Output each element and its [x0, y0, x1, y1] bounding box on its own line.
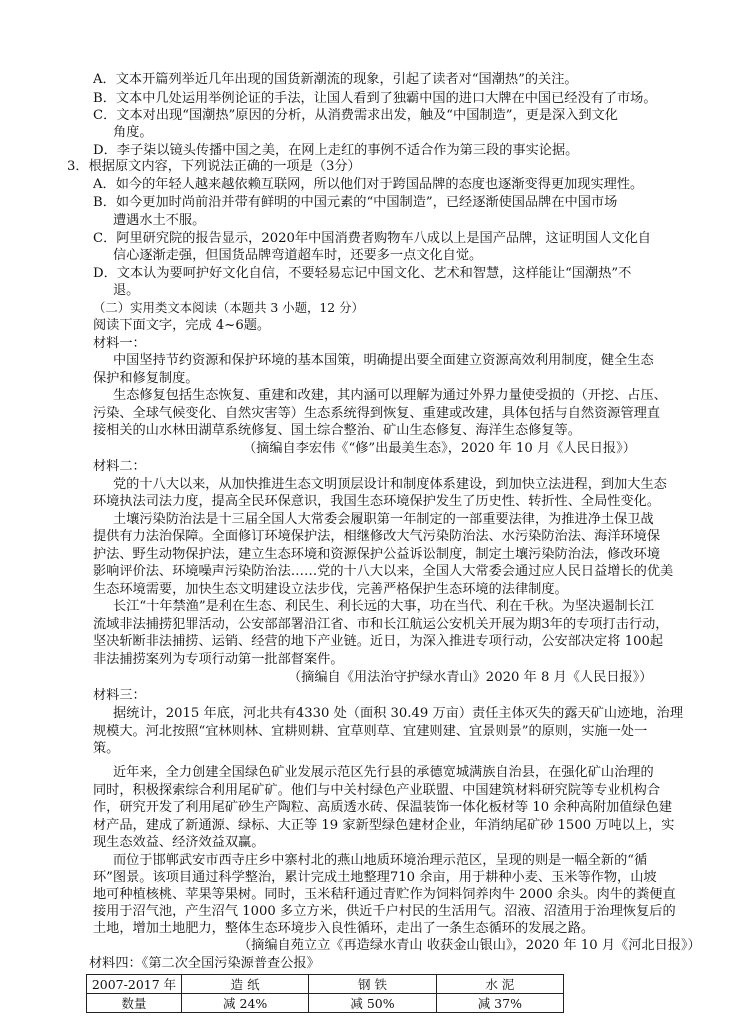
- material3-line: 策。: [93, 741, 120, 756]
- material3-label: 材料三：: [93, 688, 146, 703]
- q3-option-c-cont: 信心逐渐走强，但国货品牌弯道超车时，还要多一点文化自觉。: [113, 248, 483, 263]
- section-header: （二）实用类文本阅读（本题共 3 小题，12 分）: [93, 300, 364, 315]
- q2-option-d: D．李子柒以镜头传播中国之美，在网上走红的事例不适合作为第三段的事实论据。: [93, 143, 579, 158]
- q3-option-d-cont: 退。: [113, 283, 140, 298]
- material4-label: 材料四：《第二次全国污染源普查公报》: [89, 956, 320, 971]
- material2-source: （摘编自《用法治守护绿水青山》2020 年 8 月《人民日报》）: [288, 670, 653, 685]
- q2-option-c: C．文本对出现“国潮热”原因的分析，从消费需求出发，触及“中国制造”，更是深入到文化: [93, 108, 618, 123]
- table-cell: 减 24%: [182, 994, 309, 1013]
- material3-line: 环”图景。该项目通过科学整治，累计完成土地整理710 余亩，用于耕种小麦、玉米等作物，山坡: [93, 870, 657, 885]
- material2-line: 提供有力法治保障。全面修订环境保护法，相继修改大气污染防治法、水污染防治法、海洋环境保: [93, 529, 661, 544]
- table-cell: 数量: [87, 994, 182, 1013]
- q2-option-b: B．文本中几处运用举例论证的手法，让国人看到了独霸中国的进口大牌在中国已经没有了市场。: [93, 91, 657, 106]
- table-header-row: [87, 975, 564, 994]
- material1-line: 中国坚持节约资源和保护环境的基本国策，明确提出要全面建立资源高效利用制度，健全生态: [113, 353, 654, 368]
- material1-line: 污染、全球气候变化、自然灾害等）生态系统得到恢复、重建或改建，具体包括与自然资源管理直: [93, 406, 661, 421]
- material1-line: 生态修复包括生态恢复、重建和改建，其内涵可以理解为通过外界力量使受损的（开挖、占压、: [113, 388, 667, 403]
- material2-line: 生态环境需要，加快生态文明建设立法步伐，完善严格保护生态环境的法律制度。: [93, 582, 568, 597]
- table-row: [87, 994, 564, 1013]
- table-header-cell: 水 泥: [436, 975, 563, 994]
- table-header-cell: 2007-2017 年: [87, 975, 182, 994]
- material3-line: 地可种植核桃、苹果等果树。同时，玉米秸秆通过青贮作为饲料饲养肉牛 2000 余头。肉牛的粪便直: [93, 887, 676, 902]
- material3-line: 现生态效益、经济效益双赢。: [93, 835, 265, 850]
- table-header-cell: 钢 铁: [309, 975, 436, 994]
- table-header-cell: 造 纸: [182, 975, 309, 994]
- material2-label: 材料二：: [93, 459, 146, 474]
- table-cell: 减 50%: [309, 994, 436, 1013]
- q3-option-d: D．文本认为要呵护好文化自信，不要轻易忘记中国文化、艺术和智慧，这样能让“国潮热”不: [93, 266, 632, 281]
- material2-line: 长江“十年禁渔”是利在生态、利民生、利长远的大事，功在当代、利在千秋。为坚决遏制长江: [113, 599, 654, 614]
- material3-line: 材产品，建成了新通源、绿标、大正等 19 家新型绿色建材企业，年消纳尾矿砂 1500 万吨以上，实: [93, 818, 675, 833]
- q2-option-c-cont: 角度。: [113, 125, 153, 140]
- material2-line: 护法、野生动物保护法，建立生态环境和资源保护公益诉讼制度，制定土壤污染防治法，修改环境: [93, 547, 661, 562]
- material3-line: 而位于邯郸武安市西寺庄乡中寨村北的燕山地质环境治理示范区，呈现的则是一幅全新的“循: [113, 853, 648, 868]
- material3-line: 作，研究开发了利用尾矿砂生产陶粒、高质透水砖、保温装饰一体化板材等 10 余种高附加值绿色建: [93, 800, 673, 815]
- material1-label: 材料一：: [93, 336, 146, 351]
- material1-source: （摘编自李宏伟《“修”出最美生态》，2020 年 10 月《人民日报》）: [243, 441, 636, 456]
- material2-line: 非法捕捞案列为专项行动第一批部督案件。: [93, 652, 344, 667]
- material3-source: （摘编自苑立立《再造绿水青山 收获金山银山》，2020 年 10 月《河北日报》）: [238, 938, 701, 953]
- q3-option-b-cont: 遭遇水土不服。: [113, 213, 206, 228]
- q3-stem: 3．根据原文内容，下列说法正确的一项是（3分）: [67, 159, 361, 174]
- material1-line: 接相关的山水林田湖草系统修复、国土综合整治、矿山生态修复、海洋生态修复等。: [93, 423, 581, 438]
- material2-line: 党的十八大以来，从加快推进生态文明顶层设计和制度体系建设，到加快立法进程，到加大生态: [113, 477, 667, 492]
- q2-option-a: A．文本开篇列举近几年出现的国货新潮流的现象，引起了读者对“国潮热”的关注。: [93, 72, 578, 87]
- material2-line: 土壤污染防治法是十三届全国人大常委会履职第一年制定的一部重要法律，为推进净土保卫战: [113, 512, 654, 527]
- q3-option-a: A．如今的年轻人越来越依赖互联网，所以他们对于跨国品牌的态度也逐渐变得更加现实理性。: [93, 177, 644, 192]
- instruction: 阅读下面文字，完成 4~6题。: [93, 318, 271, 333]
- material2-line: 流域非法捕捞犯罪活动，公安部部署沿江省、市和长江航运公安机关开展为期3年的专项打击行动，: [93, 617, 669, 632]
- material3-line: 近年来，全力创建全国绿色矿业发展示范区先行县的承德宽城满族自治县，在强化矿山治理的: [113, 765, 654, 780]
- material3-line: 土地，增加土地肥力，整体生态环境步入良性循环，走出了一条生态循环的发展之路。: [93, 921, 595, 936]
- material2-line: 环境执法司法力度，提高全民环保意识，我国生态环境保护发生了历史性、转折性、全局性变化。: [93, 494, 661, 509]
- q3-option-b: B．如今更加时尚前沿并带有鲜明的中国元素的“中国制造”，已经逐渐使国品牌在中国市场: [93, 195, 618, 210]
- table-cell: 减 37%: [436, 994, 563, 1013]
- material3-line: 规模大。河北按照“宜林则林、宜耕则耕、宜草则草、宜建则建、宜景则景”的原则，实施一处一: [93, 724, 648, 739]
- material3-line: 同时，积极探索综合利用尾矿矿。他们与中关村绿色产业联盟、中国建筑材料研究院等专业机构合: [93, 783, 661, 798]
- material2-line: 坚决斩断非法捕捞、运销、经营的地下产业链。近日，为深入推进专项行动，公安部决定将 100起: [93, 634, 664, 649]
- material3-line: 接用于沼气池，产生沼气 1000 多立方米，供近千户村民的生活用气。沼液、沼渣用于治理恢复后的: [93, 904, 676, 919]
- material3-line: 据统计，2015 年底，河北共有4330 处（面积 30.49 万亩）责任主体灭失的露天矿山迹地，治理: [113, 706, 684, 721]
- material1-line: 保护和修复制度。: [93, 371, 199, 386]
- pollution-table: [86, 974, 564, 1013]
- q3-option-c: C．阿里研究院的报告显示，2020年中国消费者购物车八成以上是国产品牌，这证明国人文化自: [93, 231, 651, 246]
- material2-line: 影响评价法、环境噪声污染防治法……党的十八大以来，全国人大常委会通过应人民日益增长的优美: [93, 564, 674, 579]
